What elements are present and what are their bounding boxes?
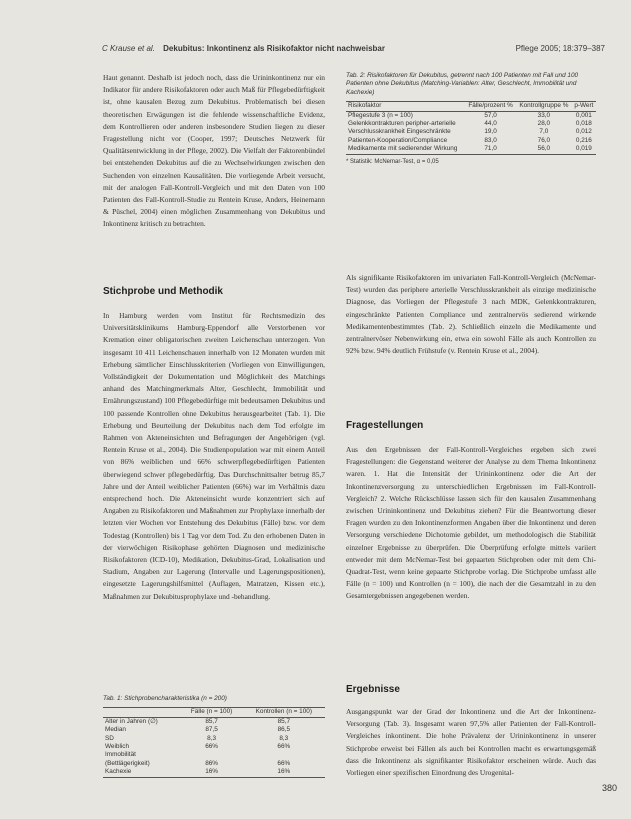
running-head-citation: Pflege 2005; 18:379–387	[515, 44, 605, 53]
table-1-header-row	[103, 708, 325, 717]
table-header-cell: Kontrollgruppe %	[519, 102, 569, 110]
table-row	[103, 726, 325, 734]
left-intro-paragraph	[103, 72, 325, 231]
table-header-cell: Kontrollen (n = 100)	[255, 708, 312, 716]
table-cell: Medikamente mit sedierender Wirkung	[348, 145, 458, 153]
table-cell: 85,7	[205, 717, 218, 725]
table-cell: 86,5	[277, 726, 291, 734]
table-cell: 8,3	[279, 734, 289, 742]
table-1	[103, 695, 325, 778]
table-cell: 0,018	[575, 120, 592, 128]
table-cell	[243, 751, 325, 759]
table-cell: 76,0	[537, 136, 551, 144]
table-cell: 56,0	[537, 145, 551, 153]
running-head-left	[102, 44, 391, 56]
table-cell: Kachexie	[105, 768, 132, 776]
questions-paragraph	[346, 444, 596, 603]
table-cell: 33,0	[537, 111, 551, 119]
table-row	[346, 145, 596, 154]
running-head	[102, 44, 605, 56]
table-1-grid	[103, 707, 325, 777]
results-paragraph	[346, 706, 596, 779]
table-1-body	[103, 717, 325, 777]
table-2-caption: Tab. 2: Risikofaktoren für Dekubitus, getrennt nach 100 Patienten mit Fall und 100 Patienten ohne Dekubitus (Matching-Variablen: Alter, Geschlecht, Immobilität und Kachexie)	[346, 72, 579, 96]
results-text: Ausgangspunkt war der Grad der Inkontinenz und die Art der Inkontinenz-Versorgung (Tab. 3). Insgesamt waren 97,5% aller Patienten der Fall-Kontroll-Vergleiches inkontinent. Die hohe Prävalenz der Urininkontinenz in unserer Stichprobe erweist bei Fällen als auch bei Kontrollen macht es erwartungsgemäß dass die Inkontinenz als signifikanter Risikofaktor erscheinen würde. Auch das Vorliegen einer spezifischen Einordnung des Urogenital-	[346, 707, 596, 778]
table-header-cell: Risikofaktor	[348, 102, 382, 110]
running-head-title: Dekubitus: Inkontinenz als Risikofaktor nicht nachweisbar	[163, 44, 385, 53]
table-header-cell: Fälle (n = 100)	[190, 708, 233, 716]
table-cell: Pflegestufe 3 (n = 100)	[348, 111, 413, 119]
table-row	[103, 743, 325, 751]
table-cell: 83,0	[484, 136, 497, 144]
running-head-authors: C Krause et al.	[102, 44, 155, 53]
section-title-results: Ergebnisse	[346, 684, 400, 695]
methods-paragraph	[103, 310, 325, 603]
table-cell: 66%	[277, 759, 291, 767]
table-cell: Weiblich	[105, 743, 130, 751]
table-cell: Patienten-Kooperation/Compliance	[348, 136, 448, 144]
right-intro-text: Als signifikante Risikofaktoren im univariaten Fall-Kontroll-Vergleich (McNemar-Test) wurden das periphere arterielle Verschlusskrankheit als einzige medizinische Diagnose, das Vorliegen der Pflegestufe 3 nach MDK, Gelenkkontrakturen, eingeschränkte Patienten Compliance und zentralnervös sedierend wirkende Medikamentenbestimmtes (Tab. 2). Schließlich einzeln die Medikamente und zentralnervöser Nebenwirkung ein, etwa ein sowohl Fälle als auch Kontrollen zu 92% bzw. 94% deutlich Frühstufe (v. Rentein Kruse et al., 2004).	[346, 273, 596, 356]
table-cell: SD	[105, 734, 114, 742]
table-cell: 71,0	[484, 145, 497, 153]
table-cell: 16%	[205, 768, 218, 776]
table-row	[103, 735, 325, 743]
table-cell: 57,0	[484, 111, 497, 119]
table-row	[346, 111, 596, 120]
table-cell: Gelenkkontrakturen peripher-arterielle	[348, 120, 456, 128]
table-cell: 16%	[277, 768, 291, 776]
table-cell: 85,7	[277, 717, 291, 725]
table-cell: (Bettlägerigkeit)	[105, 759, 150, 767]
table-cell: 8,3	[207, 734, 217, 742]
table-cell: 44,0	[484, 120, 497, 128]
page-number: 380	[601, 783, 617, 793]
table-cell: Verschlusskrankheit Eingeschränkte	[348, 128, 451, 136]
table-2	[346, 72, 596, 166]
table-row	[103, 717, 325, 726]
table-row	[346, 137, 596, 145]
table-2-note: * Statistik: McNemar-Test, α = 0,05	[346, 158, 439, 165]
table-cell: 0,216	[575, 136, 592, 144]
table-header-cell	[103, 708, 181, 717]
table-header-cell: p-Wert	[574, 102, 594, 110]
table-row	[103, 760, 325, 768]
table-2-grid	[346, 101, 596, 154]
table-1-caption: Tab. 1: Stichprobencharakteristika (n = 200)	[103, 695, 227, 702]
section-title-methods: Stichprobe und Methodik	[103, 286, 223, 297]
table-cell	[181, 751, 243, 759]
left-intro-text: Haut genannt. Deshalb ist jedoch noch, dass die Urininkontinenz nur ein Indikator für andere Risikofaktoren oder auch Maß für Pflegebedürftigkeit ist, ohne kausalen Bezug zum Dekubitus. Problematisch bei diesen theoretischen Erwägungen ist die fehlende wissenschaftliche Evidenz, dem Kontrollieren oder anderen insbesondere Studien liegen zu dieser Fragestellung nicht vor (Cooper, 1997; Deutsches Netzwerk für Qualitätsentwicklung in der Pflege, 2002). Die Vielfalt der Faktorenbündel bei entstehenden Dekubitus auf die zu Wechselwirkungen zwischen den Suchenden von einzelnen Kausalitäten. Die vorliegende Arbeit versucht, mit der analogen Fall-Kontroll-Vergleich und mit den Daten von 100 Patienten des Fall-Kontroll-Studie zu Rentein Kruse, Anders, Heinemann & Püschel, 2004) einen möglichen Zusammenhang von Dekubitus und Inkontinenz kritisch zu betrachten.	[103, 73, 325, 229]
table-cell: 66%	[277, 743, 291, 751]
right-intro-paragraph	[346, 272, 596, 357]
table-row	[346, 120, 596, 128]
table-cell: 0,012	[575, 128, 592, 136]
questions-text: Aus den Ergebnissen der Fall-Kontroll-Vergleiches ergeben sich zwei Fragestellungen: die Gegenstand weiterer der Analyse zu dem Thema Inkontinenz waren. 1. Hat die Intensität der Urininkontinenz oder die Art der Inkontinenzversorgung zu unterschiedlichen Ergebnissen im Fall-Kontroll-Vergleich? 2. Welche Rückschlüsse lassen sich für den kausalen Zusammenhang zwischen Urininkontinenz und Dekubitus ziehen? Für die Beantwortung dieser Fragen wurden zu den Inkontinenzformen Angaben über die Inkontinenz und deren Versorgung verschiedene Dichotomie gebildet, um methodologisch die Stabilität einzelner Ergebnisse zu überprüfen. Die Überprüfung erfolgte mittels variiert entweder mit dem McNemar-Test bei gepaarten Stichproben oder mit dem Chi-Quadrat-Test, wenn keine gepaarte Stichprobe vorlag. Die Stichprobe umfasst alle Fälle (n = 100) und Kontrollen (n = 100), die nach der die Gesamtzahl in zu den Gesamtergebnissen angegebenen werden.	[346, 445, 596, 601]
section-title-questions: Fragestellungen	[346, 420, 424, 431]
table-cell: 0,001	[575, 111, 592, 119]
table-cell: Median	[105, 726, 126, 734]
table-cell: 19,0	[484, 128, 497, 136]
table-cell: 28,0	[537, 120, 551, 128]
table-cell: 66%	[205, 743, 218, 751]
table-cell: Immobilität	[105, 751, 136, 759]
table-2-header-row	[346, 102, 596, 111]
table-cell: 7,0	[539, 128, 549, 136]
table-row	[346, 128, 596, 136]
table-cell: 0,019	[575, 145, 592, 153]
table-cell: 86%	[205, 759, 218, 767]
table-row	[103, 751, 325, 759]
table-row	[103, 768, 325, 777]
table-header-cell: Fälle/prozent %	[468, 102, 513, 110]
methods-text: In Hamburg werden vom Institut für Rechtsmedizin des Universitätsklinikums Hamburg-Eppendorf alle Verstorbenen vor Kremation einer obligatorischen zweiten Leichenschau unterzogen. Von insgesamt 10 411 Leichenschauen innerhalb von 12 Monaten wurden mit Erhebung sämtlicher Einschlusskriterien (Vorliegen von Einwilligungen, Vollständigkeit der Dokumentation und Möglichkeit des Matchings anhand des Matchingmerkmals Alter, Geschlecht, Immobilität und Ernährungszustand) 100 Pflegebedürftige mit bedeutsamen Dekubitus und 100 passende Kontrollen ohne Dekubitus herausgearbeitet (Tab. 1). Die Erhebung und Beurteilung der Dekubitus nach dem Tod erfolgte im Rahmen von Akteneinsichten und Befragungen der Angehörigen (vgl. Rentein Kruse et al., 2004). Die Studienpopulation war mit einem Anteil von 86% weiblichen und 66% schwerpflegebedürftigen Patienten überwiegend schwer pflegebedürftig. Das Durchschnittsalter betrug 85,7 Jahre und der Anteil weiblicher Patienten (66%) war im Verhältnis dazu entsprechend hoch. Die Akteneinsicht wurde konzentriert sich auf Angaben zu Risikofaktoren und Maßnahmen zur Prophylaxe innerhalb der letzten vier Wochen vor Entstehung des Dekubitus (Fälle) bzw. vor dem Todestag (Kontrollen) bis 1 Tag vor dem Tod. Zu den erhobenen Daten in der vierwöchigen Risikophase gehörten Diagnosen und medizinische Risikofaktoren (ICD-10), Medikation, Dekubitus-Grad, Lokalisation und Stadium, Angaben zur Lagerung (Intervalle und Lagerungspositionen), eingesetzte Lagerungshilfsmittel (Auflagen, Matratzen, Kissen etc.), Maßnahmen zur Dekubitusprophylaxe und -behandlung.	[103, 311, 325, 601]
table-cell: 87,5	[205, 726, 218, 734]
table-cell: Alter in Jahren (∅)	[105, 717, 158, 725]
table-2-body	[346, 111, 596, 154]
